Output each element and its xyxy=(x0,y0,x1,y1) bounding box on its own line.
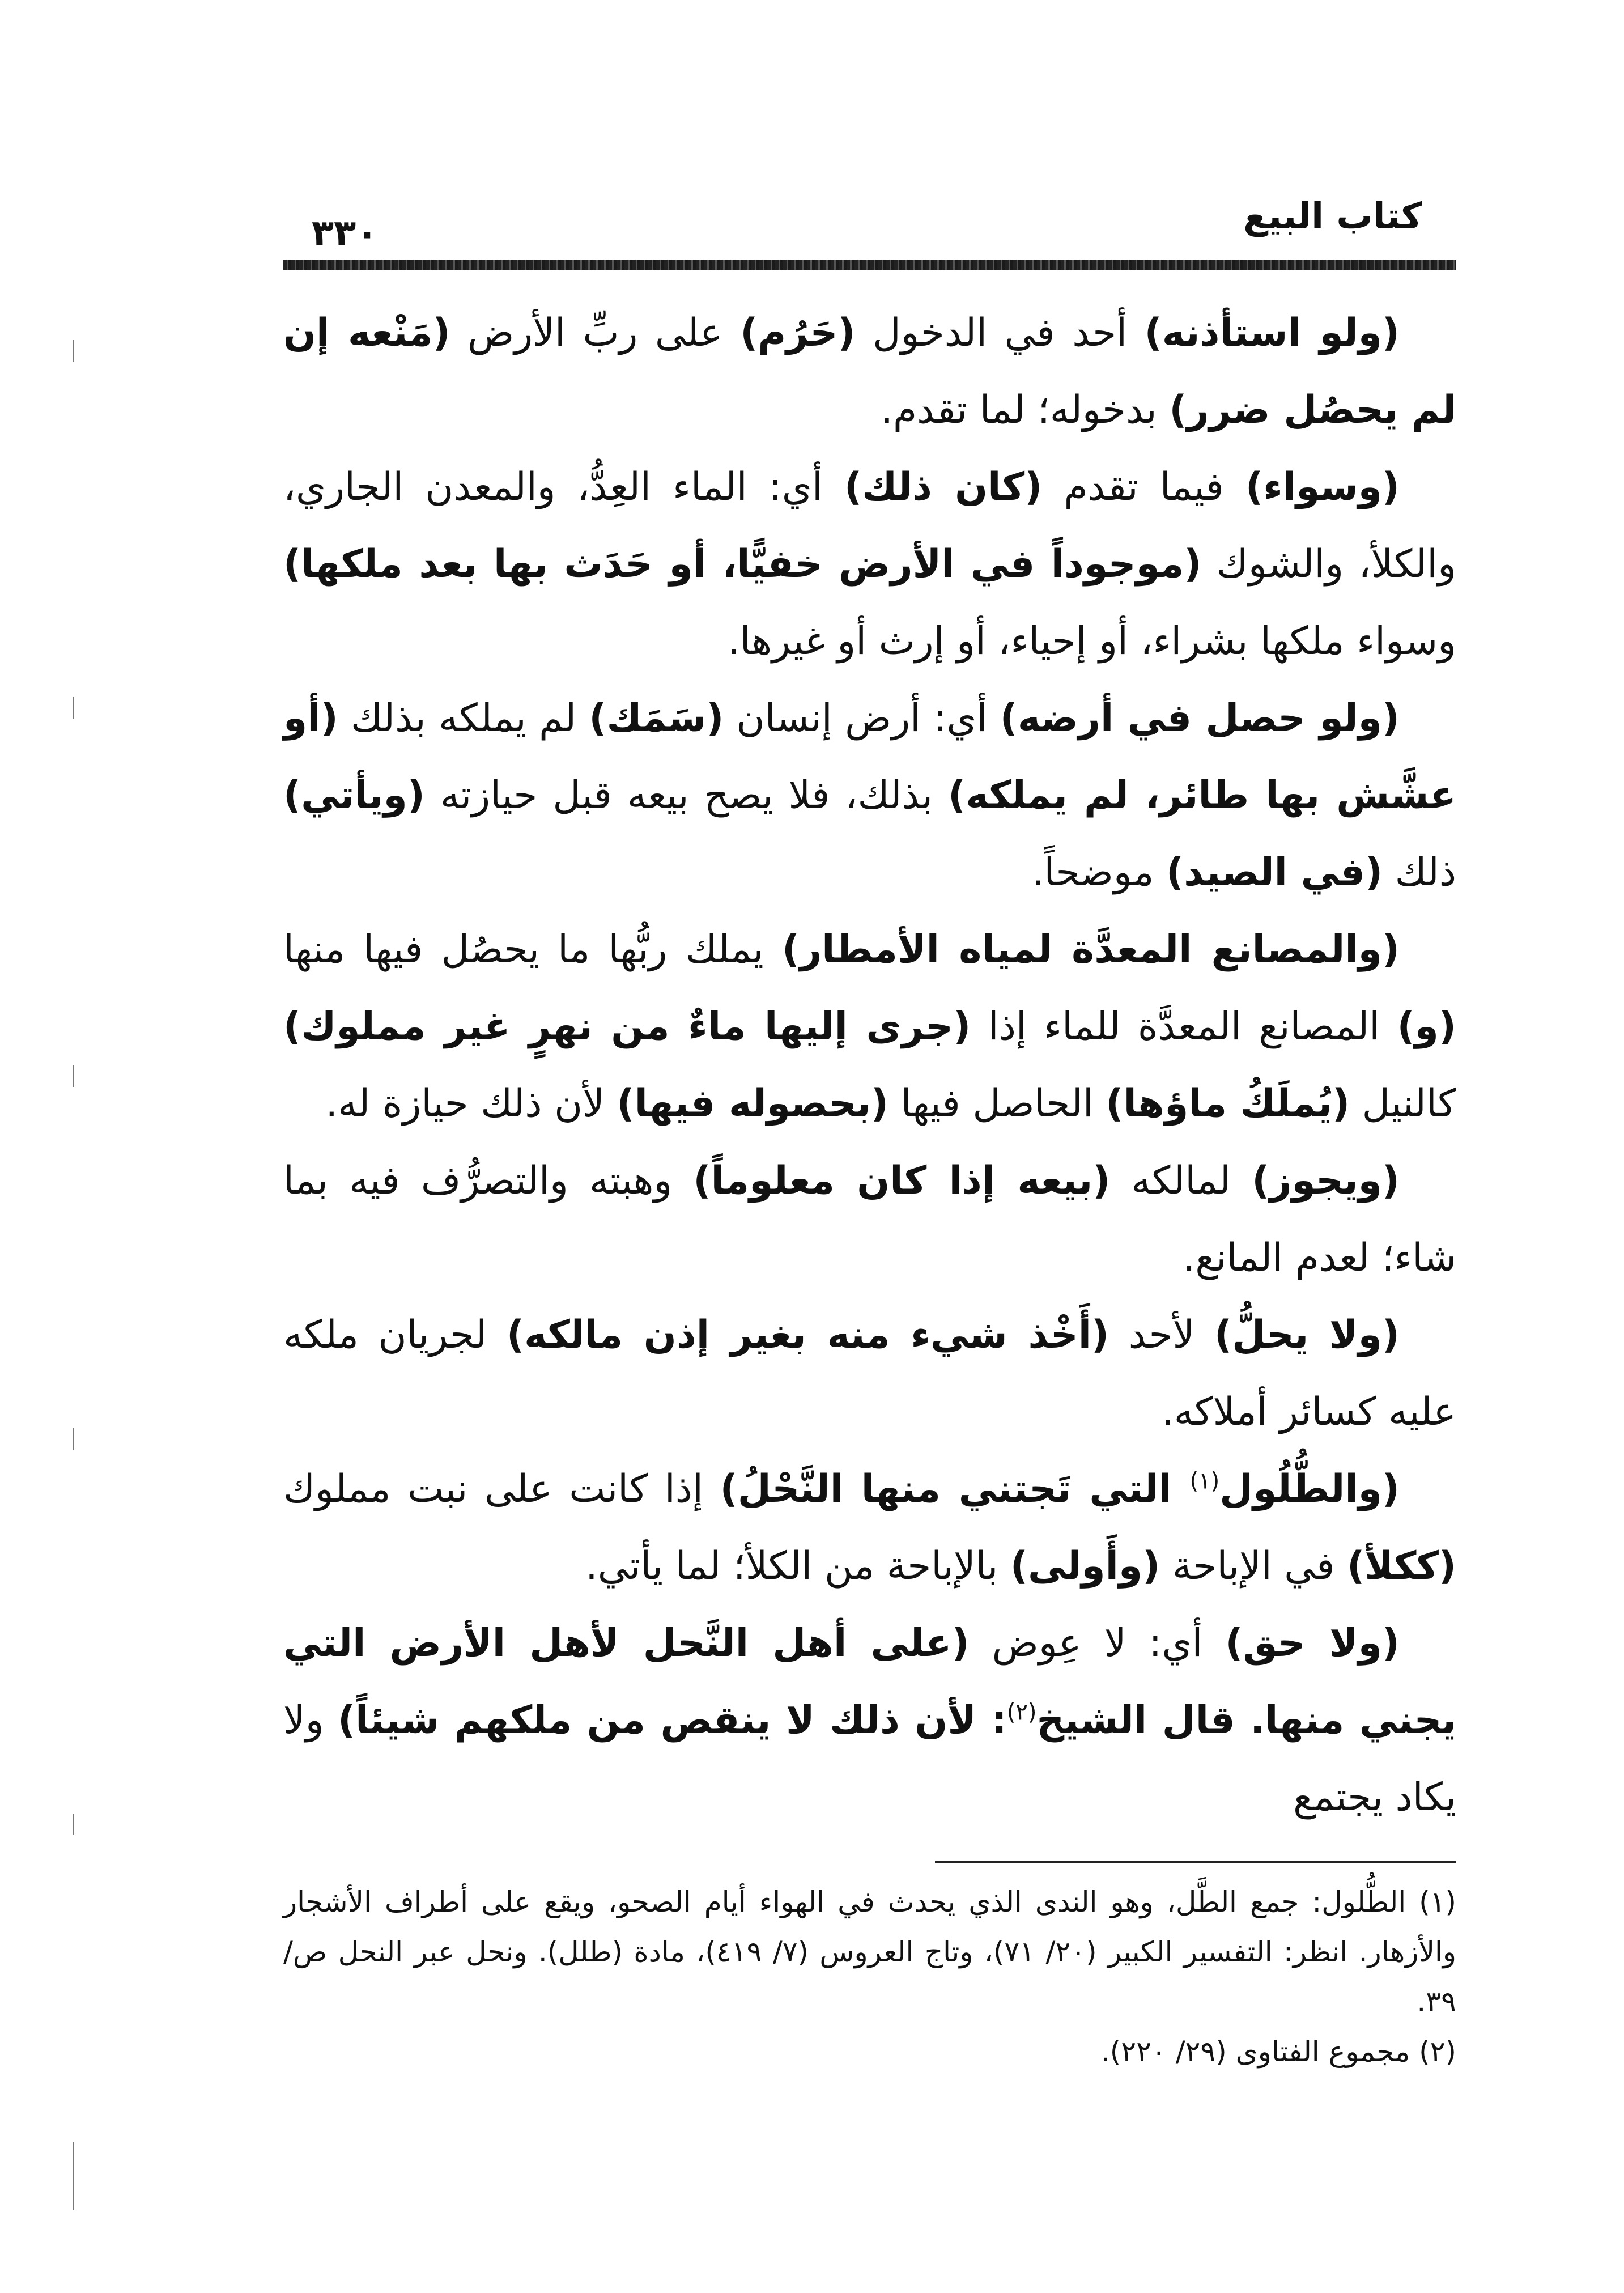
sharh-text: موضحاً. xyxy=(1031,850,1167,895)
main-text xyxy=(283,295,1456,1836)
margin-tick xyxy=(73,1428,74,1450)
sharh-text: بذلك، فلا يصح بيعه قبل حيازته xyxy=(424,773,949,818)
sharh-text: على ربِّ الأرض xyxy=(450,311,741,355)
sharh-text: المصانع المعدَّة للماء إذا xyxy=(971,1004,1397,1049)
page-number: ٣٣٠ xyxy=(312,213,379,254)
matn-text: (والطُّلُول xyxy=(1219,1467,1400,1511)
matn-text: (وأَولى) xyxy=(1010,1544,1160,1589)
matn-text: (مَنْعه إن لم يحصُل ضرر) xyxy=(283,311,1456,432)
sharh-text: أي: أرض إنسان xyxy=(724,696,1000,741)
paragraph xyxy=(283,1605,1456,1836)
matn-text: (جرى إليها ماءٌ من نهرٍ غير مملوك) xyxy=(283,1004,971,1049)
footnote-2: (٢) مجموع الفتاوى (٢٩/ ٢٢٠). xyxy=(1100,2035,1456,2068)
sharh-text: بدخوله؛ لما تقدم. xyxy=(881,388,1170,432)
matn-text: (يُملَكُ ماؤها) xyxy=(1106,1081,1350,1126)
sharh-text: لأحد xyxy=(1109,1313,1214,1357)
sharh-text: أحد في الدخول xyxy=(855,311,1145,355)
paragraph xyxy=(283,1297,1456,1451)
matn-text: (على أهل النَّحل لأهل الأرض التي يجني منها. قال الشيخ xyxy=(283,1621,1456,1743)
header-rule xyxy=(283,260,1456,270)
matn-text: (ولو استأذنه) xyxy=(1144,311,1400,355)
sharh-text: فيما تقدم xyxy=(1042,465,1245,509)
matn-text: (ككلأ) xyxy=(1347,1544,1456,1589)
matn-text: (وسواء) xyxy=(1245,465,1400,509)
matn-text: (موجوداً في الأرض خفيًّا، أو حَدَث بها بعد ملكها) xyxy=(283,542,1202,587)
matn-text: (ويجوز) xyxy=(1252,1158,1400,1203)
sharh-text: بالإباحة من الكلأ؛ لما يأتي. xyxy=(585,1544,1010,1589)
paragraph xyxy=(283,1451,1456,1605)
sharh-text: ولا يكاد يجتمع xyxy=(283,1698,1456,1820)
sharh-text: أي: لا عِوض xyxy=(969,1621,1226,1666)
matn-text: (بيعه إذا كان معلوماً) xyxy=(693,1158,1111,1203)
paragraph xyxy=(283,449,1456,680)
margin-tick xyxy=(73,1065,74,1087)
sharh-text: لجريان ملكه عليه كسائر أملاكه. xyxy=(283,1313,1456,1434)
matn-text: (سَمَك) xyxy=(589,696,724,741)
sharh-text: في الإباحة xyxy=(1160,1544,1347,1589)
footnote-separator xyxy=(935,1861,1456,1863)
matn-text: (حَرُم) xyxy=(740,311,856,355)
footnote-ref: (١) xyxy=(1189,1468,1220,1494)
running-title: كتاب البيع xyxy=(1243,196,1422,237)
paragraph xyxy=(283,911,1456,1143)
matn-text: (و) xyxy=(1397,1004,1457,1049)
sharh-text: أي: الماء العِدُّ، والمعدن الجاري، والكلأ، والشوك xyxy=(283,465,1457,587)
matn-text: (كان ذلك) xyxy=(844,465,1043,509)
page-header xyxy=(283,187,1456,272)
footnote-1: (١) الطُّلول: جمع الطَّل، وهو الندى الذي يحدث في الهواء أيام الصحو، ويقع على أطراف الأشجار والأزهار. انظر: التفسير الكبير (٢٠/ ٧١)، وتاج العروس (٧/ ٤١٩)، مادة (طلل). ونحل عبر النحل ص/ ٣٩. xyxy=(283,1886,1456,2018)
sharh-text: وسواء ملكها بشراء، أو إحياء، أو إرث أو غيرها. xyxy=(727,619,1456,664)
sharh-text: الحاصل فيها xyxy=(888,1081,1106,1126)
matn-text: (بحصوله فيها) xyxy=(617,1081,888,1126)
sharh-text: كالنيل xyxy=(1350,1081,1456,1126)
footnote-ref: (٢) xyxy=(1006,1699,1037,1726)
sharh-text: وهبته والتصرُّف فيه بما شاء؛ لعدم المانع. xyxy=(283,1158,1456,1280)
sharh-text: يملك ربُّها ما يحصُل فيها منها xyxy=(283,927,782,972)
sharh-text: ذلك xyxy=(1383,850,1456,895)
matn-text: (والمصانع المعدَّة لمياه الأمطار) xyxy=(781,927,1400,972)
footnotes xyxy=(283,1877,1456,2077)
matn-text: (ولا يحلُّ) xyxy=(1214,1313,1400,1357)
matn-text: (ولا حق) xyxy=(1225,1621,1400,1666)
margin-tick xyxy=(73,1814,74,1835)
sharh-text: لم يملكه بذلك xyxy=(338,696,589,741)
margin-tick xyxy=(73,697,74,719)
sharh-text: لأن ذلك حيازة له. xyxy=(325,1081,617,1126)
sharh-text: إذا كانت على نبت مملوك xyxy=(283,1467,720,1511)
paragraph xyxy=(283,1143,1456,1297)
matn-text: التي تَجتني منها النَّحْلُ) xyxy=(720,1467,1190,1511)
matn-text: (أَخْذ شيء منه بغير إذن مالكه) xyxy=(507,1313,1109,1357)
paragraph xyxy=(283,295,1456,449)
matn-text: (في الصيد) xyxy=(1166,850,1383,895)
scan-margin-marks xyxy=(73,340,75,2267)
book-page xyxy=(283,187,1456,2227)
matn-text: : لأن ذلك لا ينقص من ملكهم شيئاً) xyxy=(338,1698,1007,1743)
matn-text: (ويأتي) xyxy=(283,773,425,818)
margin-tick xyxy=(73,2142,74,2210)
matn-text: (ولو حصل في أرضه) xyxy=(1000,696,1400,741)
margin-tick xyxy=(73,340,74,362)
matn-text: (أو عشَّش بها طائر، لم يملكه) xyxy=(283,696,1456,818)
sharh-text: لمالكه xyxy=(1110,1158,1252,1203)
paragraph xyxy=(283,680,1456,911)
